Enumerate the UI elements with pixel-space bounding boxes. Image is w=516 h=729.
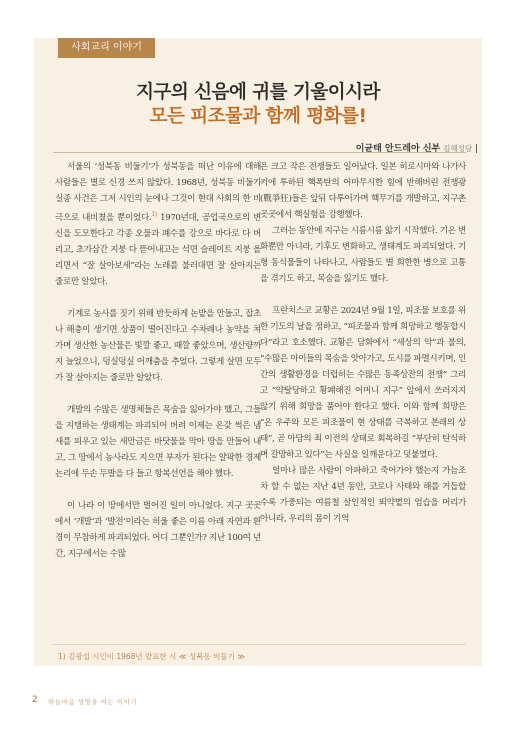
- title-line-1: 지구의 신음에 귀를 기울이시라: [136, 82, 380, 103]
- right-column: [260, 159, 466, 527]
- page-number: 2: [32, 695, 38, 705]
- left-column: [55, 159, 261, 562]
- paragraph: 프란치스코 교황은 2024년 9월 1일, 피조물 보호를 위한 기도의 날을 정하고, “피조물과 함께 희망하고 행동합시다”라고 호소했다. 교황은 담화에서 “세상의 악”과 불의, “수많은 아이들의 목숨을 앗아가고, 도시를 파멸시키며, 인간의 생활환경을 더럽히는 수많은 동족상잔의 전쟁” 그리고 “약탈당하고 황폐해진 어머니 지구” 앞에서 쓰러지지 않기 위해 희망을 품어야 한다고 했다. 이와 함께 희망은 “온 우주와 모든 피조물이 현 상태를 극복하고 본래의 상태”, 곧 아담의 죄 이전의 상태로 회복하길 “부단히 탄식하며 갈망하고 있다”는 사실을 일깨운다고 덧붙였다.: [260, 306, 466, 460]
- footnote-marker: 1): [151, 211, 157, 218]
- footnote-divider: [53, 644, 466, 645]
- author-name: 이균태 안드레아 신부: [355, 144, 441, 154]
- section-tab: 사회교리 이야기: [58, 38, 155, 58]
- paragraph: 그러는 동안에 지구는 시름시름 앓기 시작했다. 기온 변화뿐만 아니라, 기후도 변화하고, 생태계도 파괴되었다. 기형 동식물들이 나타나고, 사람들도 별 희한한 병으로 고통을 겪기도 하고, 목숨을 잃기도 했다.: [260, 226, 466, 284]
- running-head: 하늘마음 생명을 여는 이야기: [48, 698, 138, 706]
- title-divider: [53, 152, 466, 153]
- paragraph: 은 크고 작은 전쟁들도 일어났다. 일본 히로시마와 나가사키에 투하된 핵폭탄의 어마무시한 힘에 반해버린 전쟁광(戰爭狂)들은 앞뒤 다투어가며 핵무기를 개발하고, 지구촌 곳곳에서 핵실험을 강행했다.: [260, 162, 466, 220]
- paragraph: 기계로 농사를 짓기 위해 반듯하게 논밭을 만들고, 잡초나 해충이 생기면 상품이 떨어진다고 수차례나 농약을 쳐가며 생산한 농산물은 빛깔 좋고, 때깔 좋았으며, 생산량까지 늘었으니, 덩실덩실 어깨춤을 추었다. 그렇게 살면 모두가 잘 살아지는 줄로만 알았다.: [55, 308, 261, 383]
- byline-bar: |: [474, 144, 478, 154]
- paragraph: 이 나라 이 땅에서만 벌어진 일이 아니었다. 지구 곳곳에서 ‘개발’과 ‘발전’이라는 허울 좋은 이름 아래 자연과 환경이 무참하게 파괴되었다. 어디 그뿐인가? 지난 100여 년간, 지구에서는 수많: [55, 500, 261, 559]
- author-parish: 김해성당: [443, 144, 473, 153]
- paragraph: 개발의 수많은 생명체들은 목숨을 잃어가야 했고, 그들을 지탱하는 생태계는 파괴되어 버려 이제는 온갖 썩은 냄새를 피우고 있는 새만금은 바닷물을 막아 땅을 만들어 내고, 그 땅에서 농사라도 지으면 부자가 된다는 얄팍한 경제 논리에 두손 두발을 다 들고 항복선언을 해야 했다.: [55, 404, 261, 479]
- paragraph: 서울의 ‘성북동 비둘기’가 성북동을 떠난 이유에 대해 사람들은 별로 신경 쓰지 않았다. 1968년, 성북동 비둘기 실종 사건은 그저 시인의 눈에나 그것이 현대 사회의 한 비극으로 내비쳤을 뿐이었다.$^{1)}$ 1970년대, 공업국으로의 변신을 도모한다고 각종 오물과 폐수를 강으로 바다로 다 버리고, 초가삼간 지붕 다 뜯어내고는 석면 슬레이트 지붕 올리면서 “잘 살아보세”라는 노래를 불러대면 잘 살아지는 줄로만 알았다.: [55, 162, 261, 287]
- paragraph: 얼마나 많은 사람이 아파하고 죽어가야 했는지 가늠조차 할 수 없는 지난 4년 동안, 코로나 사태와 해를 거듭할수록 가중되는 여름철 살인적인 뙤약볕의 엄습을 머리가 아니라, 우리의 몸이 기억: [260, 466, 466, 524]
- footnote: 1) 김광섭 시인이 1968년 발표한 시 ≪ 성북동 비둘기 ≫: [58, 652, 246, 661]
- title-line-2: 모든 피조물과 함께 평화를!: [149, 106, 367, 127]
